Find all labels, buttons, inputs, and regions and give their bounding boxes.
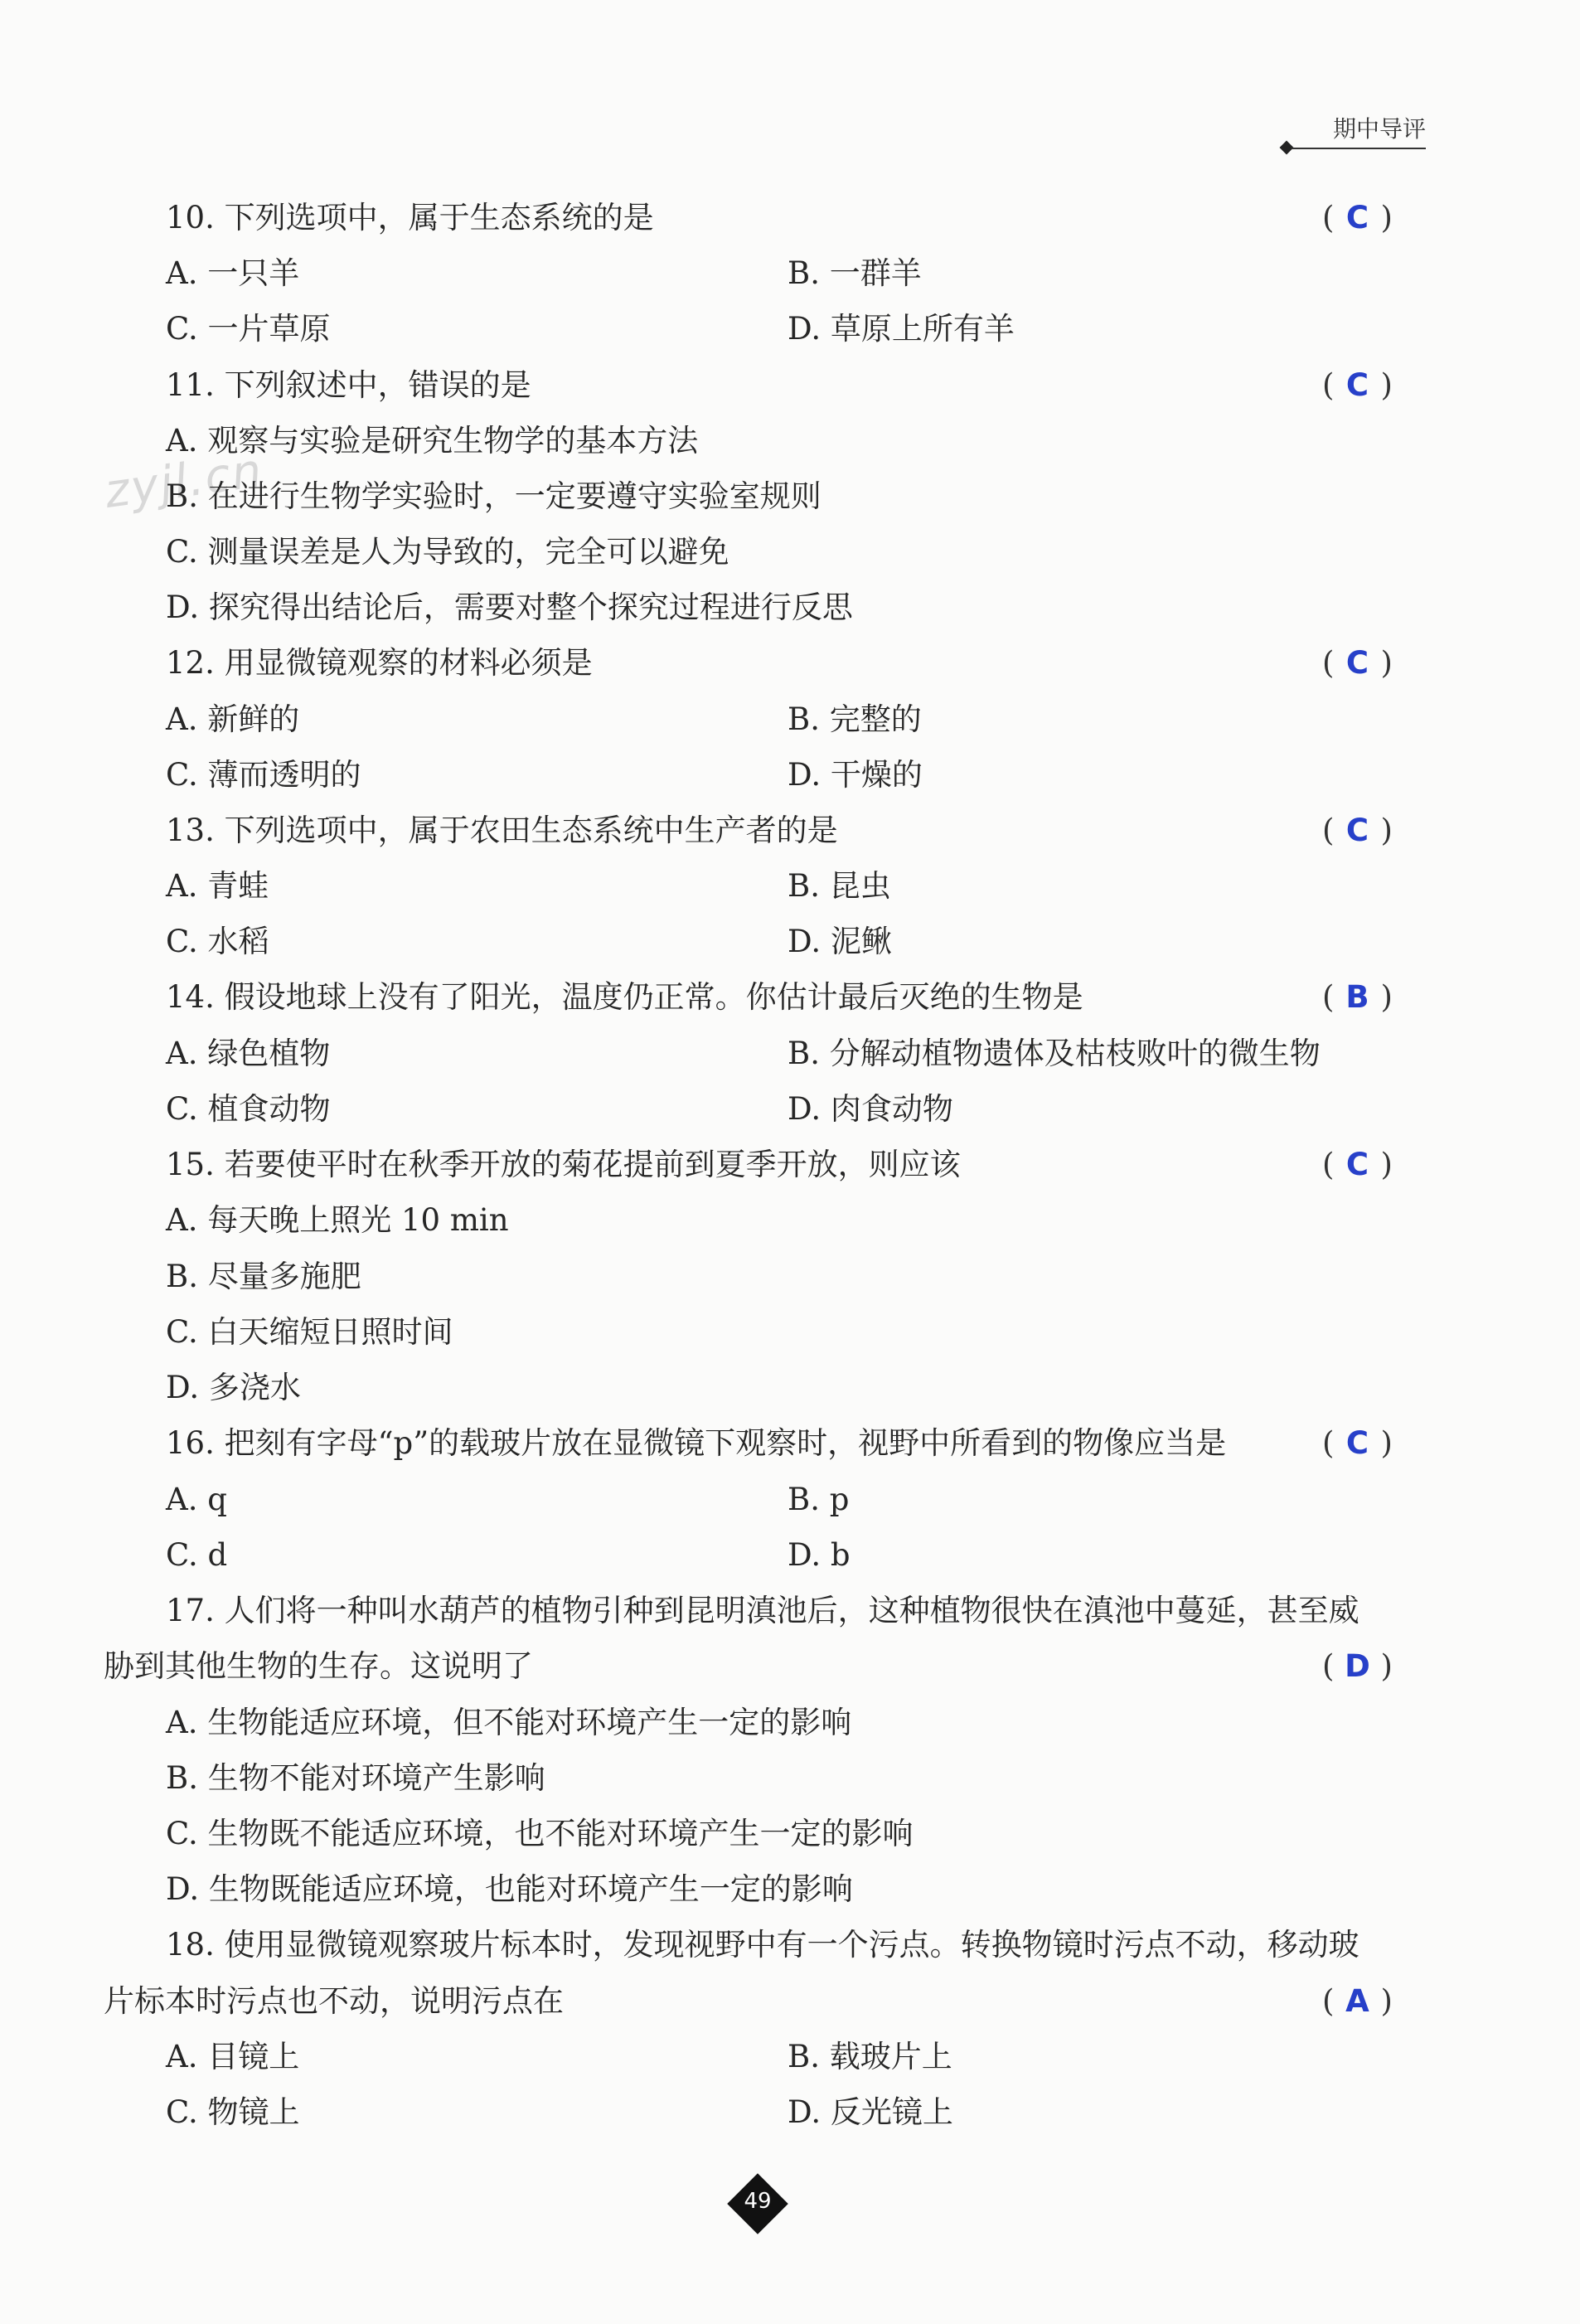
option: D. 肉食动物 [788,1091,953,1127]
question-stem: 17. 人们将一种叫水葫芦的植物引种到昆明滇池后，这种植物很快在滇池中蔓延，甚至威 [166,1593,1359,1628]
answer-letter: C [1345,813,1369,848]
question-stem: 11. 下列叙述中，错误的是 [166,367,531,403]
option: B. 一群羊 [788,255,922,291]
option: A. 每天晚上照光 10 min [166,1202,509,1238]
answer-letter: D [1345,1648,1370,1684]
answer-bracket: ( C ) [1322,1425,1393,1461]
option: D. 探究得出结论后，需要对整个探究过程进行反思 [166,589,853,625]
option: C. 物镜上 [166,2094,300,2130]
option: A. 观察与实验是研究生物学的基本方法 [166,423,699,458]
page-number-badge [728,2174,788,2234]
question-stem: 12. 用显微镜观察的材料必须是 [166,645,593,681]
question-stem-continued: 片标本时污点也不动，说明污点在 [104,1983,564,2019]
answer-letter: C [1345,200,1369,235]
option: B. p [788,1482,850,1517]
option: B. 载玻片上 [788,2039,952,2074]
option: C. 生物既不能适应环境，也不能对环境产生一定的影响 [166,1816,914,1851]
question-stem: 10. 下列选项中，属于生态系统的是 [166,200,654,235]
header-rule [1292,148,1426,149]
option: C. 植食动物 [166,1091,331,1127]
option: B. 分解动植物遗体及枯枝败叶的微生物 [788,1036,1321,1071]
option: A. 目镜上 [166,2039,300,2074]
option: B. 生物不能对环境产生影响 [166,1760,545,1796]
option: D. 多浇水 [166,1370,301,1405]
answer-letter: B [1345,979,1369,1015]
question-stem-continued: 胁到其他生物的生存。这说明了 [104,1648,533,1684]
option: A. 青蛙 [166,868,269,904]
option: A. 绿色植物 [166,1036,331,1071]
header-title: 期中导评 [1332,115,1426,143]
option: D. 反光镜上 [788,2094,953,2130]
answer-letter: C [1345,1147,1369,1182]
option: B. 昆虫 [788,868,891,904]
option: B. 尽量多施肥 [166,1259,361,1294]
question-stem: 18. 使用显微镜观察玻片标本时，发现视野中有一个污点。转换物镜时污点不动，移动玻 [166,1927,1359,1963]
question-stem: 13. 下列选项中，属于农田生态系统中生产者的是 [166,813,838,848]
answer-letter: C [1345,645,1369,681]
answer-letter: C [1345,1425,1369,1461]
answer-letter: C [1345,367,1369,403]
option: D. 干燥的 [788,757,923,793]
answer-letter: A [1345,1983,1369,2019]
option: C. 水稻 [166,924,269,959]
answer-bracket: ( D ) [1322,1648,1393,1684]
answer-bracket: ( B ) [1322,979,1393,1015]
question-stem: 16. 把刻有字母“p”的载玻片放在显微镜下观察时，视野中所看到的物像应当是 [166,1425,1227,1461]
answer-bracket: ( C ) [1322,813,1393,848]
option: C. 测量误差是人为导致的，完全可以避免 [166,534,729,570]
option: A. 新鲜的 [166,701,300,737]
option: A. 一只羊 [166,255,300,291]
option: C. 白天缩短日照时间 [166,1314,453,1350]
answer-bracket: ( C ) [1322,1147,1393,1182]
option: A. q [166,1482,227,1517]
option: B. 完整的 [788,701,922,737]
question-stem: 15. 若要使平时在秋季开放的菊花提前到夏季开放，则应该 [166,1147,961,1182]
option: C. d [166,1537,228,1573]
question-stem: 14. 假设地球上没有了阳光，温度仍正常。你估计最后灭绝的生物是 [166,979,1083,1015]
page-number: 49 [744,2189,772,2214]
answer-bracket: ( A ) [1322,1983,1393,2019]
option: C. 薄而透明的 [166,757,361,793]
page-header [1277,111,1426,153]
answer-bracket: ( C ) [1322,367,1393,403]
watermark: zyjl.cn [101,443,267,520]
option: D. 生物既能适应环境，也能对环境产生一定的影响 [166,1871,853,1907]
option: C. 一片草原 [166,311,331,347]
option: D. 草原上所有羊 [788,311,1015,347]
option: D. b [788,1537,851,1573]
option: A. 生物能适应环境，但不能对环境产生一定的影响 [166,1705,852,1740]
option: B. 在进行生物学实验时，一定要遵守实验室规则 [166,478,822,514]
answer-bracket: ( C ) [1322,645,1393,681]
answer-bracket: ( C ) [1322,200,1393,235]
option: D. 泥鳅 [788,924,892,959]
